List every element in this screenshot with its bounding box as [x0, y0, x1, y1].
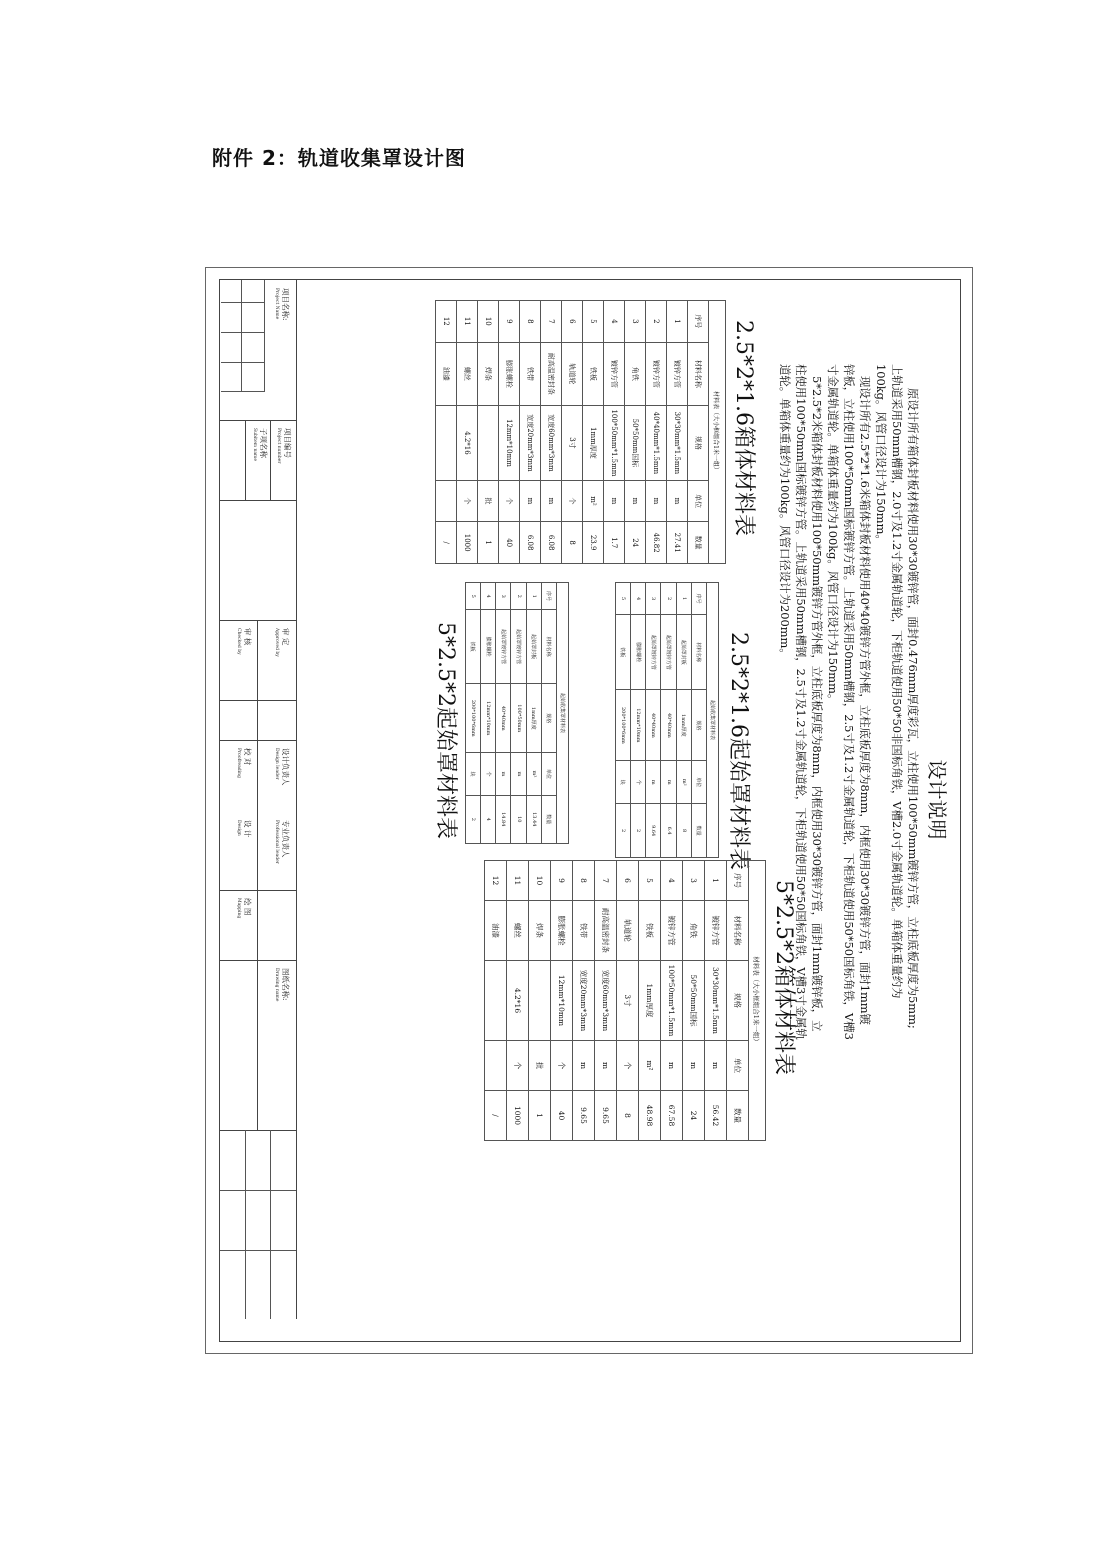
- table-cell: m²: [526, 753, 541, 795]
- table-row: [583, 301, 604, 564]
- table-cell: 40*40mm: [646, 690, 661, 761]
- table-cell: 2: [465, 795, 480, 843]
- table-cell: 个: [617, 1041, 639, 1091]
- drawing-name-label: [272, 968, 290, 1001]
- table-cell: 镀锌方管: [705, 901, 727, 961]
- header-cell: 序号: [541, 583, 556, 610]
- table-row: [541, 301, 562, 564]
- hood-small-table: [615, 582, 719, 858]
- table-header-row: [541, 583, 556, 844]
- table-cell: 油漆: [485, 901, 507, 961]
- drawing-label: [234, 898, 252, 918]
- design-line: 5*2.5*2米箱体封板材料使用100*50mm镀锌方管外框，立柱底板厚度为8mm，内框使用30*30镀锌方管，面封1mm镀锌板，立: [810, 376, 824, 1032]
- table-cell: 油漆: [436, 342, 457, 406]
- table-cell: m: [661, 761, 676, 804]
- table-cell: 镀锌方管: [667, 342, 688, 406]
- table-cell: 56.42: [705, 1091, 727, 1141]
- label-text: 审 核: [243, 628, 252, 646]
- label-text: 项目编号: [283, 428, 292, 458]
- table-cell: 12: [485, 861, 507, 901]
- table-cell: 个: [631, 761, 646, 804]
- table-cell: m: [661, 1041, 683, 1091]
- table-header-row: [688, 301, 709, 564]
- table-cell: 螺丝: [507, 901, 529, 961]
- table-cell: 3寸: [617, 961, 639, 1041]
- header-cell: 规格: [688, 406, 709, 481]
- table-cell: 12mm*10mm: [499, 406, 520, 481]
- table-cell: 8: [617, 1091, 639, 1141]
- table-cell: 铁带: [573, 901, 595, 961]
- table-cell: 1: [676, 583, 691, 615]
- table-cell: 4.2*16: [457, 406, 478, 481]
- table-row: [661, 861, 683, 1141]
- design-line: 上轨道采用50mm槽钢，2.0寸及1.2寸金属轨道轮，下柜轨道使用50*50非国标角铁，V槽2.0寸金属轨道轮。单箱体重量约为: [890, 364, 904, 999]
- header-cell: 数量: [688, 522, 709, 564]
- table-cell: 50*50mm国标: [683, 961, 705, 1041]
- drawing-sheet: [205, 267, 973, 1354]
- table-cell: 个: [507, 1041, 529, 1091]
- table-header-row: [691, 583, 706, 858]
- label-text: 校 对: [243, 748, 252, 766]
- table-cell: 铁板: [465, 610, 480, 684]
- table-cell: 铁板: [639, 901, 661, 961]
- table-cell: 7: [541, 301, 562, 343]
- page-heading: 附件 2：轨道收集罩设计图: [212, 146, 466, 170]
- table-cell: m: [646, 761, 661, 804]
- table-cell: m²: [676, 761, 691, 804]
- box-large-table: [484, 860, 766, 1141]
- label-sub: Approved by: [274, 628, 279, 657]
- table-cell: 宽度60mm*3mm: [541, 406, 562, 481]
- title-block: [220, 280, 297, 1319]
- design-label: [234, 820, 252, 837]
- table-cell: 46.82: [646, 522, 667, 564]
- header-cell: 材料名称: [688, 342, 709, 406]
- table-cell: 1000: [457, 522, 478, 564]
- table-row: [639, 861, 661, 1141]
- table-cell: m: [625, 480, 646, 522]
- table-cell: [436, 480, 457, 522]
- table-cell: 200*100*6mm: [615, 690, 630, 761]
- label-sub: Drawing name: [274, 968, 279, 1002]
- table-cell: 耐高温密封条: [595, 901, 617, 961]
- header-cell: 序号: [688, 301, 709, 343]
- table-row: [617, 861, 639, 1141]
- table-caption: 起始收集罩材料表: [707, 583, 719, 858]
- design-title: 设计说明: [925, 759, 949, 840]
- table-cell: 100*50mm*1.5mm: [604, 406, 625, 481]
- table-cell: 角铁: [625, 342, 646, 406]
- table-cell: 8: [562, 522, 583, 564]
- table-cell: 铁板: [583, 342, 604, 406]
- label-sub: Project number: [276, 428, 281, 464]
- design-line: 柱使用100*50mm国标镀锌方管。上轨道采用50mm槽钢，2.5寸及1.2寸金属轨道轮，下柜轨道使用50*50国标角铁，V槽3寸金属轨: [794, 364, 808, 1040]
- table-cell: 2: [631, 804, 646, 858]
- table-cell: m: [541, 480, 562, 522]
- label-sub: Professional leader: [274, 820, 279, 864]
- table-cell: 14.84: [496, 795, 511, 843]
- table-row: [562, 301, 583, 564]
- label-sub: Mapping: [236, 898, 241, 919]
- table-title: 5*2.5*2起始罩材料表: [432, 622, 458, 839]
- table-cell: 3: [496, 583, 511, 610]
- table-cell: 2: [615, 804, 630, 858]
- header-cell: 数量: [541, 795, 556, 843]
- table-cell: 9.65: [595, 1091, 617, 1141]
- table-cell: 5: [583, 301, 604, 343]
- table-cell: m²: [583, 480, 604, 522]
- proofread-label: [234, 748, 252, 778]
- revision-table: [220, 1130, 296, 1319]
- table-row: [676, 583, 691, 858]
- table-cell: 48.98: [639, 1091, 661, 1141]
- header-cell: 单位: [688, 480, 709, 522]
- table-cell: 起始罩封板: [526, 610, 541, 684]
- table-cell: m: [573, 1041, 595, 1091]
- table-cell: [478, 406, 499, 481]
- table-cell: 30*30mm*1.5mm: [667, 406, 688, 481]
- table-cell: 1mm厚度: [639, 961, 661, 1041]
- table-cell: 镀锌方管: [646, 342, 667, 406]
- table-row: [485, 861, 507, 1141]
- header-cell: 规格: [727, 961, 749, 1041]
- table-cell: 6: [617, 861, 639, 901]
- table-cell: 5: [465, 583, 480, 610]
- label-text: 设 计: [243, 820, 252, 838]
- label-sub: Proofreading: [236, 748, 241, 778]
- major-lead-label: [272, 820, 290, 864]
- label-text: 绘 图: [243, 898, 252, 916]
- table-cell: [485, 961, 507, 1041]
- table-row: [507, 861, 529, 1141]
- label-sub: Design: [236, 820, 241, 836]
- table-cell: 螺丝: [457, 342, 478, 406]
- table-cell: 1mm厚度: [526, 684, 541, 753]
- table-cell: 铁带: [520, 342, 541, 406]
- table-title: 5*2.5*2箱体材料表: [771, 880, 796, 1075]
- header-cell: 规格: [691, 690, 706, 761]
- table-row: [595, 861, 617, 1141]
- table-cell: 11: [457, 301, 478, 343]
- hood-small-table-block: [615, 582, 756, 870]
- table-cell: 3: [625, 301, 646, 343]
- table-cell: 2: [661, 583, 676, 615]
- table-cell: 24: [683, 1091, 705, 1141]
- table-cell: 批: [529, 1041, 551, 1091]
- table-cell: /: [436, 522, 457, 564]
- table-title: 2.5*2*1.6起始罩材料表: [726, 632, 751, 870]
- table-row: [667, 301, 688, 564]
- table-cell: [529, 961, 551, 1041]
- table-cell: m: [511, 753, 526, 795]
- table-cell: [485, 1041, 507, 1091]
- table-cell: m²: [639, 1041, 661, 1091]
- table-row: [631, 583, 646, 858]
- table-cell: 镀锌方管: [661, 901, 683, 961]
- table-cell: 40*40mm: [661, 690, 676, 761]
- table-row: [526, 583, 541, 844]
- table-cell: 膨胀螺栓: [551, 901, 573, 961]
- table-row: [625, 301, 646, 564]
- table-cell: 9.65: [573, 1091, 595, 1141]
- table-cell: 4: [481, 795, 496, 843]
- label-sub: Design leader: [274, 748, 279, 780]
- table-cell: 8: [676, 804, 691, 858]
- table-row: [457, 301, 478, 564]
- table-cell: 焊条: [529, 901, 551, 961]
- table-cell: m: [496, 753, 511, 795]
- table-cell: 4: [661, 861, 683, 901]
- table-cell: 4: [604, 301, 625, 343]
- table-cell: 宽度60mm*3mm: [595, 961, 617, 1041]
- table-cell: 27.41: [667, 522, 688, 564]
- design-line: 道轮。单箱体重量约为100kg。风管口径设计为200mm。: [778, 364, 792, 660]
- header-cell: 材料名称: [541, 610, 556, 684]
- table-cell: 4: [481, 583, 496, 610]
- table-cell: 40*40mm*1.5mm: [646, 406, 667, 481]
- table-cell: m: [595, 1041, 617, 1091]
- table-cell: 40: [499, 522, 520, 564]
- design-line: 100kg。风管口径设计为150mm。: [874, 364, 888, 546]
- table-cell: 12mm*10mm: [481, 684, 496, 753]
- table-row: [573, 861, 595, 1141]
- table-row: [615, 583, 630, 858]
- table-row: [481, 583, 496, 844]
- table-row: [529, 861, 551, 1141]
- table-row: [465, 583, 480, 844]
- table-cell: 块: [615, 761, 630, 804]
- table-cell: 4: [631, 583, 646, 615]
- label-sub: Checked by: [236, 628, 241, 655]
- table-cell: 5: [639, 861, 661, 901]
- table-row: [496, 583, 511, 844]
- label-text: 子项名称: [259, 428, 268, 458]
- table-cell: 1: [478, 522, 499, 564]
- table-cell: 12: [436, 301, 457, 343]
- box-small-table: [435, 300, 726, 564]
- hood-large-table: [465, 582, 569, 844]
- table-cell: 铁板: [615, 615, 630, 690]
- table-cell: 3寸: [562, 406, 583, 481]
- table-cell: 9: [499, 301, 520, 343]
- header-cell: 序号: [727, 861, 749, 901]
- table-cell: 膨胀螺栓: [499, 342, 520, 406]
- table-cell: 起始罩镀锌方管: [646, 615, 661, 690]
- hood-large-table-block: [432, 582, 569, 844]
- table-title: 2.5*2*1.6箱体材料表: [731, 320, 756, 536]
- table-cell: 9.64: [646, 804, 661, 858]
- table-cell: 个: [562, 480, 583, 522]
- table-cell: m: [604, 480, 625, 522]
- table-cell: 个: [457, 480, 478, 522]
- table-cell: 起始罩封板: [676, 615, 691, 690]
- table-cell: 1: [667, 301, 688, 343]
- table-cell: 个: [481, 753, 496, 795]
- table-row: [705, 861, 727, 1141]
- table-cell: 膨胀螺栓: [481, 610, 496, 684]
- table-cell: m: [646, 480, 667, 522]
- label-text: 审 定: [281, 628, 290, 646]
- table-cell: 30*30mm*1.5mm: [705, 961, 727, 1041]
- table-row: [478, 301, 499, 564]
- label-sub: Subitem name: [252, 428, 257, 461]
- project-name-label: [272, 288, 290, 321]
- table-cell: 67.58: [661, 1091, 683, 1141]
- approve-label: [272, 628, 290, 657]
- table-cell: 24: [625, 522, 646, 564]
- header-cell: 序号: [691, 583, 706, 615]
- table-cell: 9: [551, 861, 573, 901]
- label-text: 专业负责人: [281, 820, 290, 858]
- table-cell: 1000: [507, 1091, 529, 1141]
- table-cell: 6.08: [541, 522, 562, 564]
- box-small-table-block: [435, 300, 761, 564]
- header-cell: 单位: [541, 753, 556, 795]
- table-cell: 耐高温密封条: [541, 342, 562, 406]
- design-lead-label: [272, 748, 290, 786]
- table-cell: 50*50mm国标: [625, 406, 646, 481]
- table-caption: 材料表（大小框组合1米一组）: [749, 861, 766, 1141]
- header-cell: 单位: [727, 1041, 749, 1091]
- table-cell: 个: [499, 480, 520, 522]
- table-cell: 40*40mm: [496, 684, 511, 753]
- table-cell: 40: [551, 1091, 573, 1141]
- table-cell: /: [485, 1091, 507, 1141]
- table-caption: 材料表（大小框组合1米一组）: [709, 301, 726, 564]
- design-line: 原设计所有箱体封板材料使用30*30镀锌管，面封0.476mm厚度彩瓦，立柱使用100*50mm镀锌方管，立柱底板厚度为5mm;: [906, 388, 920, 1029]
- table-cell: 4.2*16: [507, 961, 529, 1041]
- header-cell: 材料名称: [691, 615, 706, 690]
- table-cell: 100*50mm: [511, 684, 526, 753]
- table-cell: 7: [595, 861, 617, 901]
- table-header-row: [727, 861, 749, 1141]
- box-large-table-block: [484, 860, 801, 1141]
- table-cell: 膨胀螺栓: [631, 615, 646, 690]
- header-cell: 数量: [727, 1091, 749, 1141]
- table-cell: 1mm厚度: [583, 406, 604, 481]
- table-cell: 1: [526, 583, 541, 610]
- table-cell: 5: [615, 583, 630, 615]
- table-cell: 8: [573, 861, 595, 901]
- table-cell: 角铁: [683, 901, 705, 961]
- label-sub: Project Name: [274, 288, 279, 320]
- sub-name-label: [250, 428, 268, 461]
- table-row: [520, 301, 541, 564]
- table-cell: 10: [511, 795, 526, 843]
- table-cell: 200*100*6mm: [465, 684, 480, 753]
- table-cell: 个: [551, 1041, 573, 1091]
- table-cell: 焊条: [478, 342, 499, 406]
- table-cell: 23.9: [583, 522, 604, 564]
- design-line: 现设计所有2.5*2*1.6米箱体封板材料使用40*40镀锌方管外框，立柱底板厚度为8mm，内框使用30*30镀锌方管，面封1mm镀: [858, 376, 872, 1025]
- table-cell: 起始罩镀锌方管: [511, 610, 526, 684]
- table-cell: [436, 406, 457, 481]
- table-row: [646, 301, 667, 564]
- table-cell: 宽度20mm*3mm: [573, 961, 595, 1041]
- table-cell: 1mm厚度: [676, 690, 691, 761]
- table-row: [661, 583, 676, 858]
- table-row: [604, 301, 625, 564]
- table-cell: 8: [520, 301, 541, 343]
- design-line: 寸金属轨道轮。单箱体重量约为100kg。风管口径设计为150mm。: [826, 364, 840, 706]
- label-text: 项目名称:: [281, 288, 290, 321]
- table-cell: 宽度20mm*3mm: [520, 406, 541, 481]
- table-cell: 13.44: [526, 795, 541, 843]
- table-cell: 3: [683, 861, 705, 901]
- table-cell: 轨道轮: [617, 901, 639, 961]
- table-cell: 10: [529, 861, 551, 901]
- project-no-label: [274, 428, 292, 463]
- label-text: 设计负责人: [281, 748, 290, 786]
- table-row: [499, 301, 520, 564]
- table-cell: m: [520, 480, 541, 522]
- table-cell: 12mm*10mm: [551, 961, 573, 1041]
- check-label: [234, 628, 252, 655]
- table-cell: 1: [705, 861, 727, 901]
- table-cell: 2: [646, 301, 667, 343]
- table-cell: 起始罩镀锌方管: [496, 610, 511, 684]
- table-cell: 轨道轮: [562, 342, 583, 406]
- table-cell: 镀锌方管: [604, 342, 625, 406]
- table-cell: 6.08: [520, 522, 541, 564]
- table-cell: m: [683, 1041, 705, 1091]
- table-row: [551, 861, 573, 1141]
- table-cell: 块: [465, 753, 480, 795]
- table-row: [683, 861, 705, 1141]
- header-cell: 数量: [691, 804, 706, 858]
- rotated-drawing: [221, 280, 961, 1319]
- table-cell: 批: [478, 480, 499, 522]
- table-cell: 2: [511, 583, 526, 610]
- table-cell: 100*50mm*1.5mm: [661, 961, 683, 1041]
- label-text: 图纸名称:: [281, 968, 290, 1001]
- design-line: 锌板，立柱使用100*50mm国标镀锌方管。上轨道采用50mm槽钢，2.5寸及1.2寸金属轨道轮，下柜轨道使用50*50国标角铁，V槽3: [842, 364, 856, 1040]
- table-cell: 6: [562, 301, 583, 343]
- header-cell: 规格: [541, 684, 556, 753]
- table-row: [436, 301, 457, 564]
- table-cell: m: [705, 1041, 727, 1091]
- table-cell: 1: [529, 1091, 551, 1141]
- table-row: [511, 583, 526, 844]
- drawing-frame: [219, 279, 961, 1342]
- table-cell: m: [667, 480, 688, 522]
- table-cell: 12mm*10mm: [631, 690, 646, 761]
- table-cell: 3: [646, 583, 661, 615]
- header-cell: 单位: [691, 761, 706, 804]
- table-cell: 1.7: [604, 522, 625, 564]
- table-caption: 起始收集罩材料表: [557, 583, 569, 844]
- table-row: [646, 583, 661, 858]
- table-cell: 11: [507, 861, 529, 901]
- table-cell: 10: [478, 301, 499, 343]
- table-cell: 6.4: [661, 804, 676, 858]
- header-cell: 材料名称: [727, 901, 749, 961]
- table-cell: 起始罩镀锌方管: [661, 615, 676, 690]
